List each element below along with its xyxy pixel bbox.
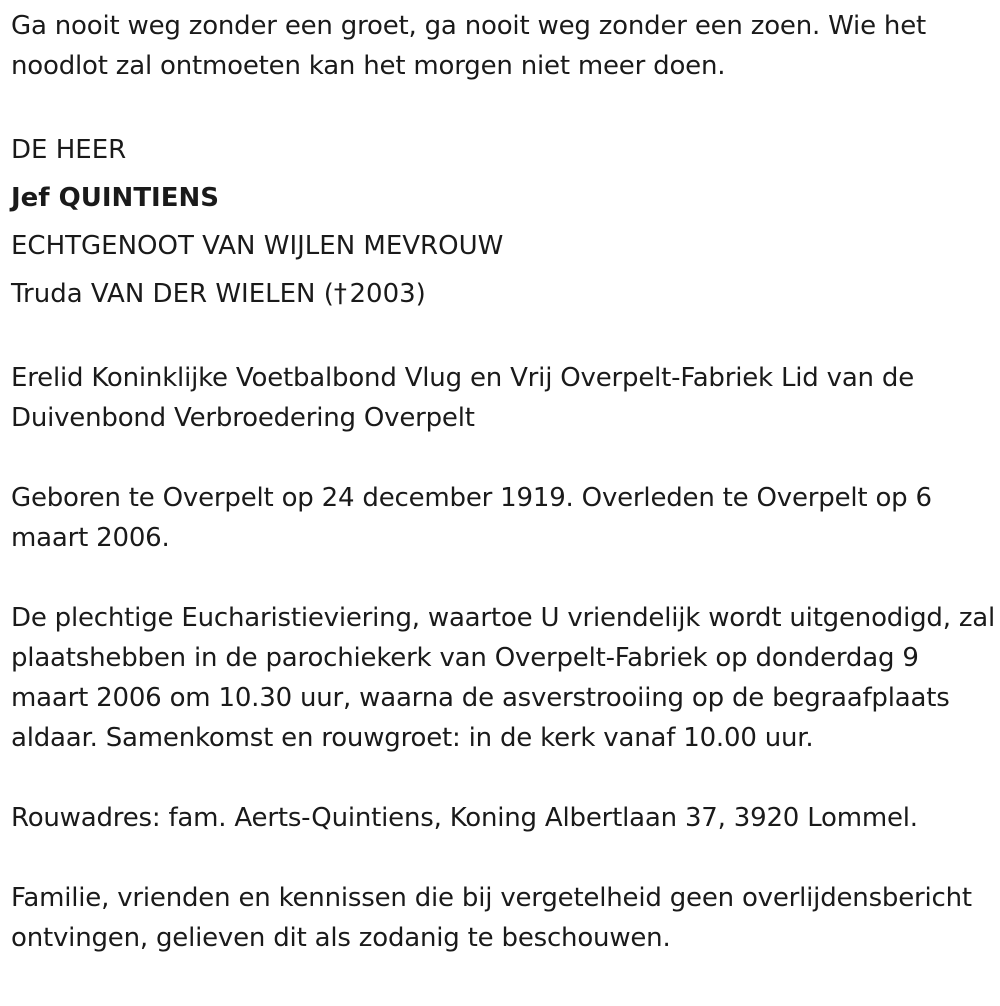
quote-text: Ga nooit weg zonder een groet, ga nooit weg zonder een zoen. Wie het noodlot zal ontmoeten kan het morgen niet meer doen. <box>11 11 926 81</box>
spacer <box>11 86 996 126</box>
birth-death-text: Geboren te Overpelt op 24 december 1919. Overleden te Overpelt op 6 maart 2006. <box>11 483 932 553</box>
address-text: Rouwadres: fam. Aerts-Quintiens, Koning Albertlaan 37, 3920 Lommel. <box>11 803 918 833</box>
title-line: DE HEER <box>11 135 127 165</box>
deceased-name: Jef QUINTIENS <box>11 183 219 213</box>
cross-icon: † <box>333 279 347 309</box>
memberships-text: Erelid Koninklijke Voetbalbond Vlug en Vrij Overpelt-Fabriek Lid van de Duivenbond Verbroedering Overpelt <box>11 363 914 433</box>
name-block <box>11 126 996 318</box>
spouse-death-year: 2003) <box>349 279 426 309</box>
spacer <box>11 838 996 878</box>
spouse-name-line <box>11 270 996 318</box>
spouse-name: Truda VAN DER WIELEN ( <box>11 279 334 309</box>
ceremony-text: De plechtige Eucharistieviering, waartoe U vriendelijk wordt uitgenodigd, zal plaatshebben in de parochiekerk van Overpelt-Fabriek op donderdag 9 maart 2006 om 10.30 uur, waarna de asverstrooiing op de begraafplaats aldaar. Samenkomst en rouwgroet: in de kerk vanaf 10.00 uur. <box>11 603 996 753</box>
spacer <box>11 558 996 598</box>
spacer <box>11 758 996 798</box>
closing-text: Familie, vrienden en kennissen die bij vergetelheid geen overlijdensbericht ontvingen, gelieven dit als zodanig te beschouwen. <box>11 883 972 953</box>
spacer <box>11 438 996 478</box>
spouse-line: ECHTGENOOT VAN WIJLEN MEVROUW <box>11 231 504 261</box>
spacer <box>11 318 996 358</box>
obituary-notice <box>11 6 996 958</box>
